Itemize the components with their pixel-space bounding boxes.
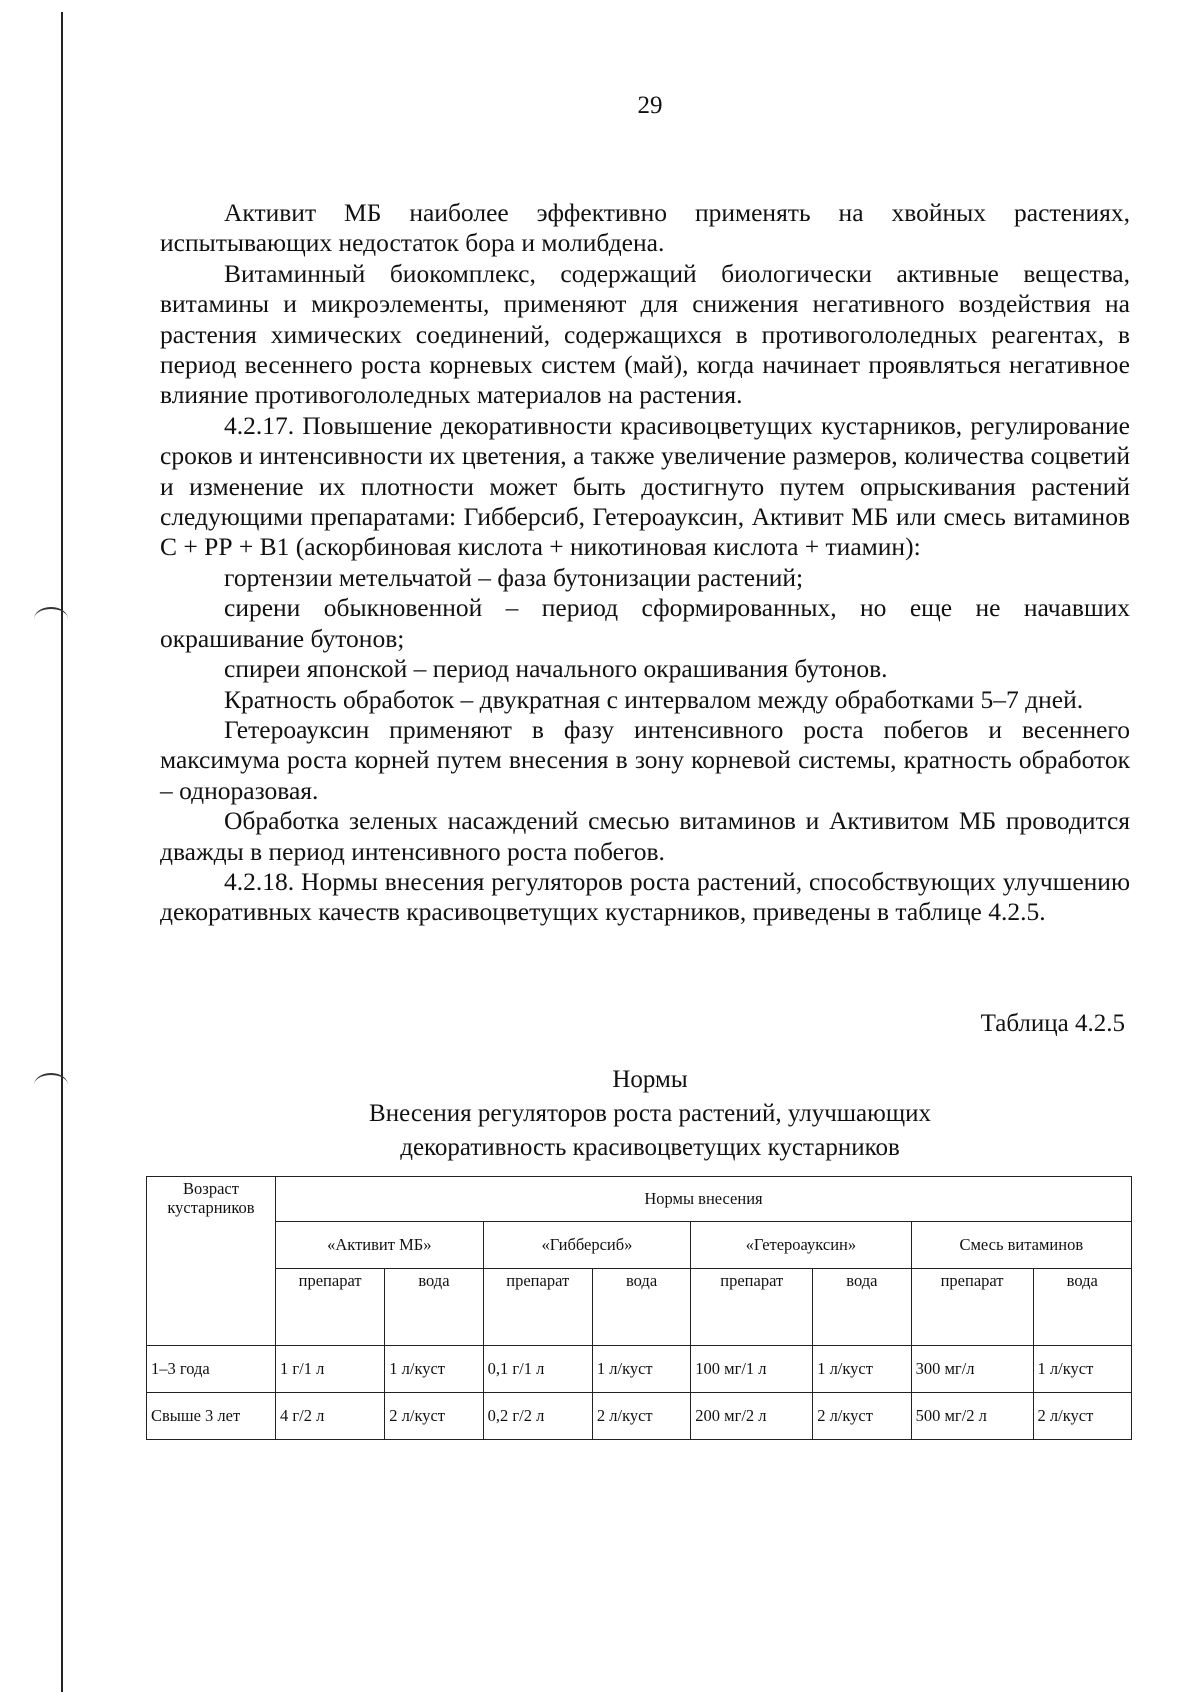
norms-table	[146, 1176, 1132, 1440]
table-title-line: Нормы	[612, 1066, 688, 1093]
table-row	[147, 1393, 1132, 1440]
age-cell: Свыше 3 лет	[147, 1393, 276, 1440]
table-cell: 0,1 г/1 л	[483, 1346, 592, 1393]
table-cell: 1 л/куст	[385, 1346, 483, 1393]
preparation-header: «Активит МБ»	[276, 1222, 484, 1269]
punch-hole-mark	[34, 607, 68, 631]
table-cell: 2 л/куст	[1033, 1393, 1131, 1440]
sub-header: препарат	[483, 1269, 592, 1346]
age-header: Возраст кустарников	[147, 1177, 276, 1346]
table-cell: 2 л/куст	[813, 1393, 911, 1440]
sub-header: препарат	[911, 1269, 1033, 1346]
paragraph: 4.2.17. Повышение декоративности красивоцветущих кустарников, регулирование сроков и интенсивности их цветения, а также увеличение размеров, количества соцветий и изменение их плотности может быть достигнуто путем опрыскивания растений следующими препаратами: Гибберсиб, Гетероауксин, Активит МБ или смесь витаминов С + РР + В1 (аскорбиновая кислота + никотиновая кислота + тиамин):	[160, 410, 1130, 562]
table-header-row	[147, 1177, 1132, 1222]
table-label: Таблица 4.2.5	[980, 1010, 1125, 1037]
sub-header: препарат	[276, 1269, 385, 1346]
list-item: сирени обыкновенной – период сформированных, но еще не начавших окрашивание бутонов;	[160, 593, 1130, 653]
table-header-row	[147, 1222, 1132, 1269]
table-cell: 200 мг/2 л	[691, 1393, 813, 1440]
sub-header: вода	[385, 1269, 483, 1346]
table-cell: 1 л/куст	[1033, 1346, 1131, 1393]
table-cell: 0,2 г/2 л	[483, 1393, 592, 1440]
table-cell: 100 мг/1 л	[691, 1346, 813, 1393]
table-header-row	[147, 1269, 1132, 1346]
table-title-line: Внесения регуляторов роста растений, улучшающих	[369, 1100, 931, 1127]
sub-header: вода	[813, 1269, 911, 1346]
table-cell: 300 мг/л	[911, 1346, 1033, 1393]
paragraph: Кратность обработок – двукратная с интервалом между обработками 5–7 дней.	[224, 684, 1084, 714]
table-cell: 4 г/2 л	[276, 1393, 385, 1440]
paragraph: Витаминный биокомплекс, содержащий биологически активные вещества, витамины и микроэлементы, применяют для снижения негативного воздействия на растения химических соединений, содержащихся в противогололедных реагентах, в период весеннего роста корневых систем (май), когда начинает проявляться негативное влияние противогололедных материалов на растения.	[160, 258, 1130, 410]
binding-line	[61, 12, 63, 1692]
table-title-line: декоративность красивоцветущих кустарников	[400, 1134, 900, 1161]
table-cell: 2 л/куст	[385, 1393, 483, 1440]
table-title	[0, 1063, 1200, 1165]
paragraph: 4.2.18. Нормы внесения регуляторов роста растений, способствующих улучшению декоративных качеств красивоцветущих кустарников, приведены в таблице 4.2.5.	[160, 866, 1130, 927]
preparation-header: «Гетероауксин»	[691, 1222, 911, 1269]
sub-header: препарат	[691, 1269, 813, 1346]
table-cell: 1 л/куст	[813, 1346, 911, 1393]
page-number: 29	[637, 92, 663, 119]
table-cell: 1 л/куст	[592, 1346, 690, 1393]
list-item: спиреи японской – период начального окрашивания бутонов.	[224, 654, 888, 684]
preparation-header: «Гибберсиб»	[483, 1222, 691, 1269]
sub-header: вода	[592, 1269, 690, 1346]
preparation-header: Смесь витаминов	[911, 1222, 1131, 1269]
age-cell: 1–3 года	[147, 1346, 276, 1393]
paragraph: Гетероауксин применяют в фазу интенсивного роста побегов и весеннего максимума роста корней путем внесения в зону корневой системы, кратность обработок – одноразовая.	[160, 714, 1130, 805]
table-cell: 500 мг/2 л	[911, 1393, 1033, 1440]
paragraph: Обработка зеленых насаждений смесью витаминов и Активитом МБ проводится дважды в период интенсивного роста побегов.	[160, 806, 1130, 866]
group-header: Нормы внесения	[276, 1177, 1132, 1222]
sub-header: вода	[1033, 1269, 1131, 1346]
paragraph: Активит МБ наиболее эффективно применять на хвойных растениях, испытывающих недостаток бора и молибдена.	[160, 198, 1130, 258]
table-row	[147, 1346, 1132, 1393]
table-cell: 2 л/куст	[592, 1393, 690, 1440]
table-cell: 1 г/1 л	[276, 1346, 385, 1393]
list-item: гортензии метельчатой – фаза бутонизации растений;	[224, 562, 804, 592]
body-text	[160, 198, 1130, 928]
